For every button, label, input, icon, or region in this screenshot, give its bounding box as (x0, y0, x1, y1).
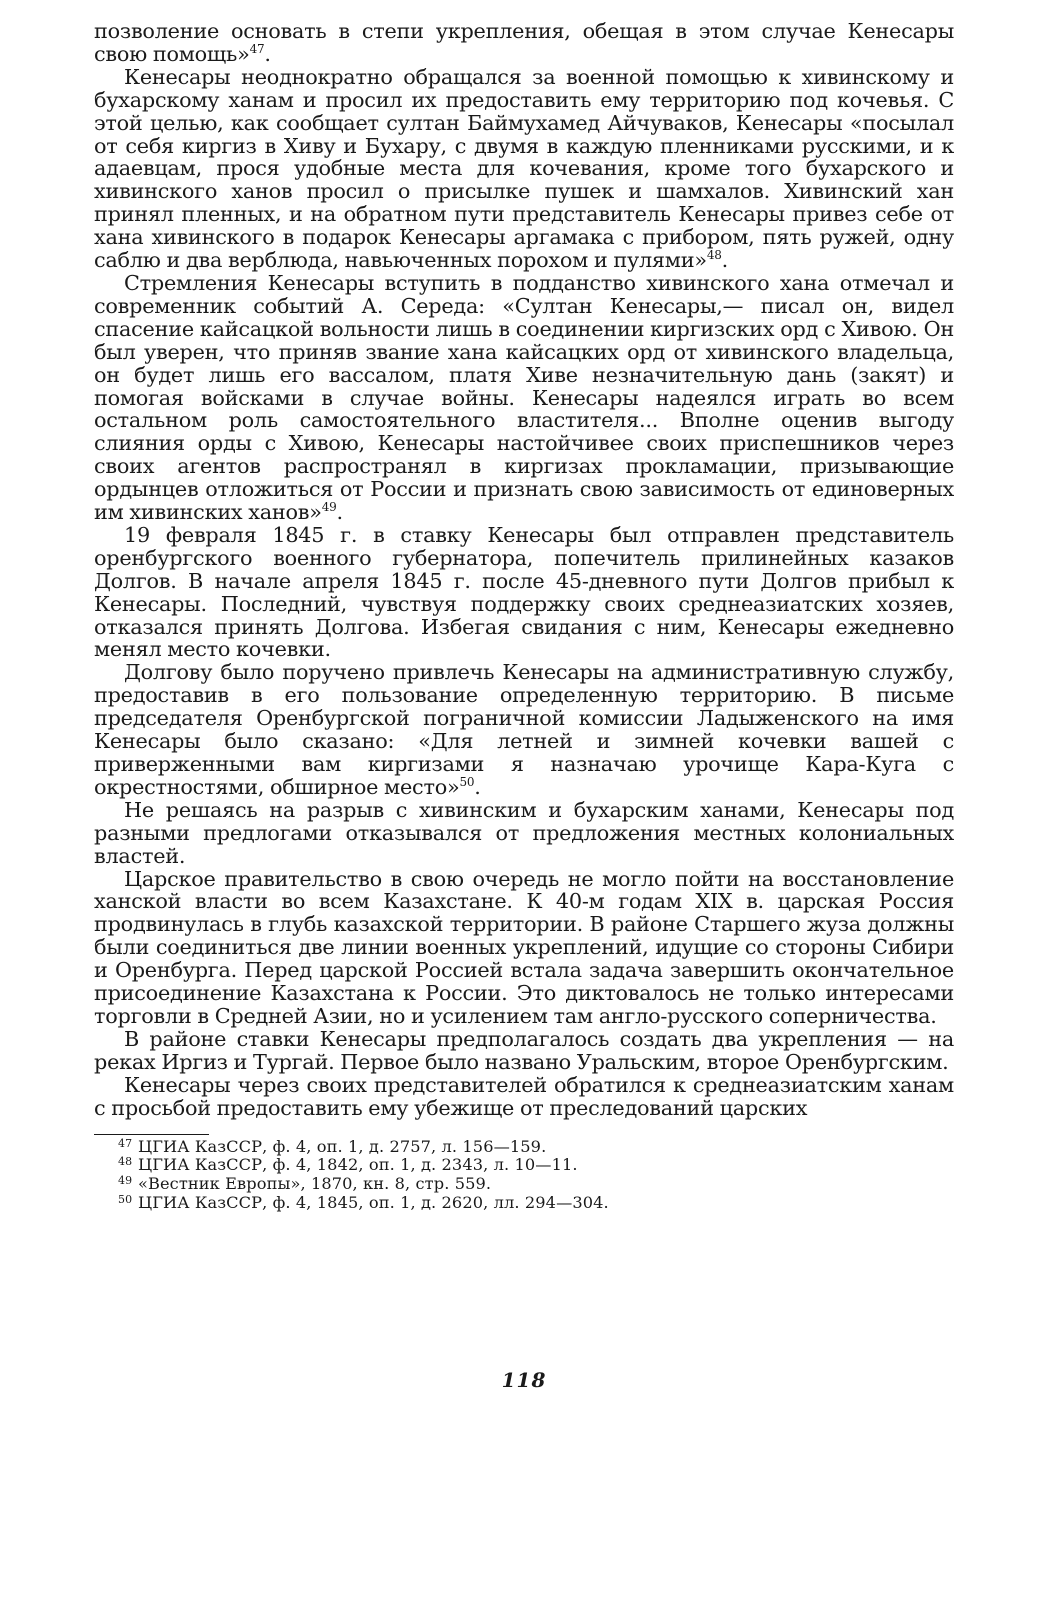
page-number: 118 (501, 1368, 547, 1392)
footnote-number: 47 (118, 1136, 133, 1150)
paragraph-text: Стремления Кенесары вступить в подданство хивинского хана отмечал и современник событий А. Середа: «Султан Кенесары,— писал он, видел спасение кайсацкой вольности лишь в соединении киргизских орд с Хивою. Он был уверен, что приняв звание хана кайсацких орд от хивинского владельца, он будет лишь его вассалом, платя Хиве незначительную дань (закят) и помогая войсками в случае войны. Кенесары надеялся играть во всем остальном роль самостоятельного властителя... Вполне оценив выгоду слияния орды с Хивою, Кенесары настойчивее своих приспешников через своих агентов распространял в киргизах прокламации, призывающие ордынцев отложиться от России и признать свою зависимость от единоверных им хивинских ханов» (94, 270, 954, 525)
paragraph-2 (94, 66, 954, 272)
paragraph-text: Кенесары через своих представителей обратился к среднеазиатским ханам с просьбой предоставить ему убежище от преследований царских (94, 1072, 954, 1120)
paragraph-1 (94, 20, 954, 66)
book-page (94, 20, 954, 1580)
paragraph-text: Царское правительство в свою очередь не могло пойти на восстановление ханской власти во всем Казахстане. К 40-м годам XIX в. царская Россия продвинулась в глубь казахской территории. В районе Старшего жуза должны были соединиться две линии военных укреплений, идущие со стороны Сибири и Оренбурга. Перед царской Россией встала задача завершить окончательное присоединение Казахстана к России. Это диктовалось не только интересами торговли в Средней Азии, но и усилением там англо-русского соперничества. (94, 866, 954, 1028)
footnote-48 (94, 1156, 954, 1175)
paragraph-4 (94, 524, 954, 661)
footnote-ref-50[interactable]: 50 (459, 774, 475, 789)
paragraph-end: . (474, 774, 481, 799)
footnote-50 (94, 1194, 954, 1213)
paragraph-9 (94, 1074, 954, 1120)
footnote-text: ЦГИА КазССР, ф. 4, 1842, оп. 1, д. 2343, л. 10—11. (138, 1155, 578, 1175)
paragraph-text: В районе ставки Кенесары предполагалось создать два укрепления — на реках Иргиз и Тургай. Первое было названо Уральским, второе Оренбургским. (94, 1026, 954, 1074)
paragraph-5 (94, 661, 954, 798)
paragraph-text: Долгову было поручено привлечь Кенесары на административную службу, предоставив в его пользование определенную территорию. В письме председателя Оренбургской пограничной комиссии Ладыженского на имя Кенесары было сказано: «Для летней и зимней кочевки вашей с приверженными вам киргизами я назначаю урочище Кара-Куга с окрестностями, обширное место» (94, 660, 954, 799)
footnote-number: 48 (118, 1155, 133, 1169)
footnote-text: ЦГИА КазССР, ф. 4, 1845, оп. 1, д. 2620, лл. 294—304. (138, 1192, 609, 1212)
footnote-number: 49 (118, 1174, 133, 1188)
paragraph-3 (94, 272, 954, 524)
paragraph-end: . (336, 500, 343, 525)
footnote-divider (94, 1134, 209, 1135)
paragraph-end: . (264, 41, 271, 66)
footnote-49 (94, 1175, 954, 1194)
footnotes (94, 1138, 954, 1213)
paragraph-text: Не решаясь на разрыв с хивинским и бухарским ханами, Кенесары под разными предлогами отказывался от предложения местных колониальных властей. (94, 797, 954, 868)
main-text (94, 20, 954, 1120)
footnote-ref-47[interactable]: 47 (249, 41, 265, 56)
footnote-ref-49[interactable]: 49 (321, 500, 337, 515)
paragraph-text: позволение основать в степи укрепления, обещая в этом случае Кенесары свою помощь» (94, 19, 954, 66)
paragraph-end: . (721, 248, 728, 273)
footnote-ref-48[interactable]: 48 (706, 248, 722, 263)
footnote-47 (94, 1138, 954, 1157)
footnote-text: ЦГИА КазССР, ф. 4, оп. 1, д. 2757, л. 156—159. (138, 1136, 547, 1156)
paragraph-text: 19 февраля 1845 г. в ставку Кенесары был отправлен представитель оренбургского военного губернатора, попечитель прилинейных казаков Долгов. В начале апреля 1845 г. после 45-дневного пути Долгов прибыл к Кенесары. Последний, чувствуя поддержку своих среднеазиатских хозяев, отказался принять Долгова. Избегая свидания с ним, Кенесары ежедневно менял место кочевки. (94, 522, 954, 662)
footnote-text: «Вестник Европы», 1870, кн. 8, стр. 559. (138, 1174, 492, 1194)
paragraph-6 (94, 799, 954, 868)
paragraph-7 (94, 868, 954, 1028)
footnote-number: 50 (118, 1192, 133, 1206)
paragraph-text: Кенесары неоднократно обращался за военной помощью к хивинскому и бухарскому ханам и просил их предоставить ему территорию под кочевья. С этой целью, как сообщает султан Баймухамед Айчуваков, Кенесары «посылал от себя киргиз в Хиву и Бухару, с двумя в каждую пленниками русскими, и к адаевцам, прося удобные места для кочевания, кроме того бухарского и хивинского ханов просил о присылке пушек и шамхалов. Хивинский хан принял пленных, и на обратном пути представитель Кенесары привез себе от хана хивинского в подарок Кенесары аргамака с прибором, пять ружей, одну саблю и два верблюда, навьюченных порохом и пулями» (94, 64, 954, 273)
paragraph-8 (94, 1028, 954, 1074)
